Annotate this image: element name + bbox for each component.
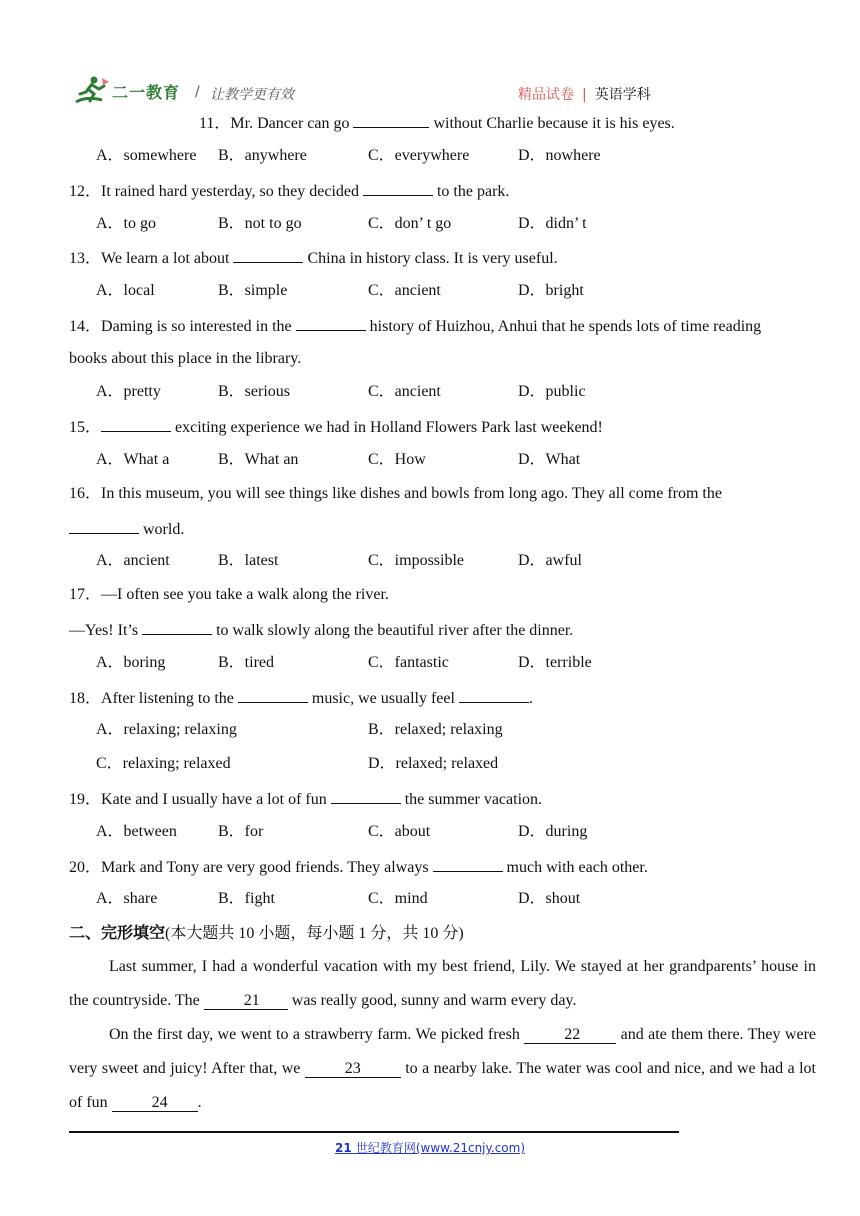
question-text: without Charlie because it is his eyes. [429,115,675,132]
option-d: D．during [518,823,588,840]
question-16-continued [69,518,184,540]
page-header [72,74,772,108]
header-label-subject: 英语学科 [594,87,651,103]
cloze-passage [69,950,816,1120]
option-b: B．anywhere [218,147,307,164]
option-b: B．latest [218,552,279,569]
option-c: C．How [368,451,426,468]
header-label-premium: 精品试卷 [518,87,574,103]
answer-blank [353,112,429,128]
question-text: exciting experience we had in Holland Flowers Park last weekend! [171,419,603,436]
question-text: to the park. [432,183,510,200]
question-14 [69,315,761,337]
option-b: B．serious [218,383,291,400]
option-a: A．ancient [96,552,170,569]
option-b: B．simple [218,282,288,299]
section-instructions: (本大题共 10 小题，每小题 1 分，共 10 分) [165,925,464,942]
option-c: C．everywhere [368,147,470,164]
logo-text: 二一教育 [112,83,181,102]
answer-blank [238,687,308,703]
option-d: D．didn’ t [518,215,587,232]
question-12 [69,180,509,202]
cloze-blank-23: 23 [305,1061,401,1078]
logo [72,74,192,108]
question-number: 15． [69,419,102,436]
question-text: China in history class. It is very useful. [303,250,558,267]
cloze-blank-22: 22 [524,1027,616,1044]
header-separator: | [582,87,587,103]
option-d: D．nowhere [518,147,601,164]
option-a: A．share [96,890,158,907]
question-text: much with each other. [502,859,648,876]
option-a: A．local [96,282,155,299]
header-labels [518,84,651,104]
question-text: Mr. Dancer can go [230,115,354,132]
question-16 [69,484,722,504]
option-d: D．relaxed; relaxed [368,755,499,772]
option-b: B．fight [218,890,275,907]
question-14-continued: books about this place in the library. [69,350,302,367]
answer-blank [296,315,366,331]
question-number: 17． [69,586,102,603]
question-number: 13． [69,250,102,267]
question-text: In this museum, you will see things like dishes and bowls from long ago. They all come from the [101,485,722,502]
footer-link[interactable] [335,1141,525,1155]
option-c: C．mind [368,890,428,907]
question-17 [69,585,389,605]
option-c: C．about [368,823,431,840]
question-number: 11． [199,115,231,132]
answer-blank [233,247,303,263]
question-text: to walk slowly along the beautiful river after the dinner. [212,622,574,639]
question-text: After listening to the [101,690,238,707]
option-d: D．bright [518,282,584,299]
answer-blank [69,518,139,534]
question-text: Kate and I usually have a lot of fun [101,791,331,808]
option-d: D．awful [518,552,582,569]
question-number: 18． [69,690,102,707]
option-b: B．for [218,823,264,840]
passage-paragraph-2 [69,1018,816,1120]
option-b: B．tired [218,654,274,671]
option-c: C．fantastic [368,654,449,671]
answer-blank [459,687,529,703]
question-number: 20． [69,859,102,876]
question-text: —Yes! It’s [69,622,143,639]
passage-text: Last summer, I had a wonderful vacation with my best friend, Lily. We stayed at her grandparents’ house in the countryside. The [69,958,816,1009]
question-13 [69,247,558,269]
passage-paragraph-1 [69,950,816,1018]
answer-blank [101,416,171,432]
option-c: C．ancient [368,282,441,299]
answer-blank [142,619,212,635]
footer-prefix: 21 [334,1141,352,1155]
question-text: world. [139,521,185,538]
passage-text: to a nearby lake. The water was cool and nice, and we had a lot of fun [69,1060,817,1111]
passage-text: On the first day, we went to a strawberry farm. We picked fresh [109,1026,525,1043]
option-b: B．not to go [218,215,302,232]
runner-logo-icon [72,74,112,108]
question-text: . [528,690,533,707]
option-c: C．don’ t go [368,215,452,232]
option-b: B．relaxed; relaxing [368,721,503,738]
cloze-blank-21: 21 [204,993,288,1010]
option-a: A．pretty [96,383,161,400]
header-slogan: 让教学更有效 [210,87,294,103]
question-text: history of Huizhou, Anhui that he spends lots of time reading [365,318,762,335]
cloze-blank-24: 24 [112,1095,198,1112]
section-heading [69,923,464,944]
question-19 [69,788,542,810]
passage-text: and ate them there. They were very sweet and juicy! After that, we [69,1026,817,1077]
option-a: A．boring [96,654,166,671]
option-a: A．What a [96,451,170,468]
option-a: A．somewhere [96,147,197,164]
question-18 [69,687,533,709]
option-a: A．relaxing; relaxing [96,721,237,738]
question-text: the summer vacation. [400,791,543,808]
option-a: A．between [96,823,177,840]
passage-text: was really good, sunny and warm every day. [287,992,577,1009]
answer-blank [363,180,433,196]
footer-site: 世纪教育网(www.21cnjy.com) [355,1141,526,1155]
option-d: D．What [518,451,581,468]
option-d: D．shout [518,890,581,907]
question-number: 16． [69,485,102,502]
answer-blank [331,788,401,804]
option-d: D．public [518,383,586,400]
passage-text: . [197,1094,202,1111]
footer-divider [69,1131,679,1133]
question-15 [69,416,603,438]
question-text: —I often see you take a walk along the river. [101,586,389,603]
option-c: C．impossible [368,552,465,569]
question-number: 14． [69,318,102,335]
question-text: Mark and Tony are very good friends. They always [101,859,433,876]
option-b: B．What an [218,451,299,468]
question-text: It rained hard yesterday, so they decided [101,183,363,200]
question-number: 19． [69,791,102,808]
question-11 [199,112,675,134]
option-c: C．ancient [368,383,441,400]
question-number: 12． [69,183,102,200]
option-a: A．to go [96,215,157,232]
question-text: Daming is so interested in the [101,318,296,335]
section-title: 二、完形填空 [69,923,166,942]
question-text: We learn a lot about [101,250,234,267]
header-slash: / [195,84,200,100]
option-d: D．terrible [518,654,592,671]
option-c: C．relaxing; relaxed [96,755,231,772]
answer-blank [433,856,503,872]
question-17-continued [69,619,573,641]
page-footer[interactable] [0,1139,860,1156]
question-text: music, we usually feel [307,690,459,707]
question-20 [69,856,648,878]
